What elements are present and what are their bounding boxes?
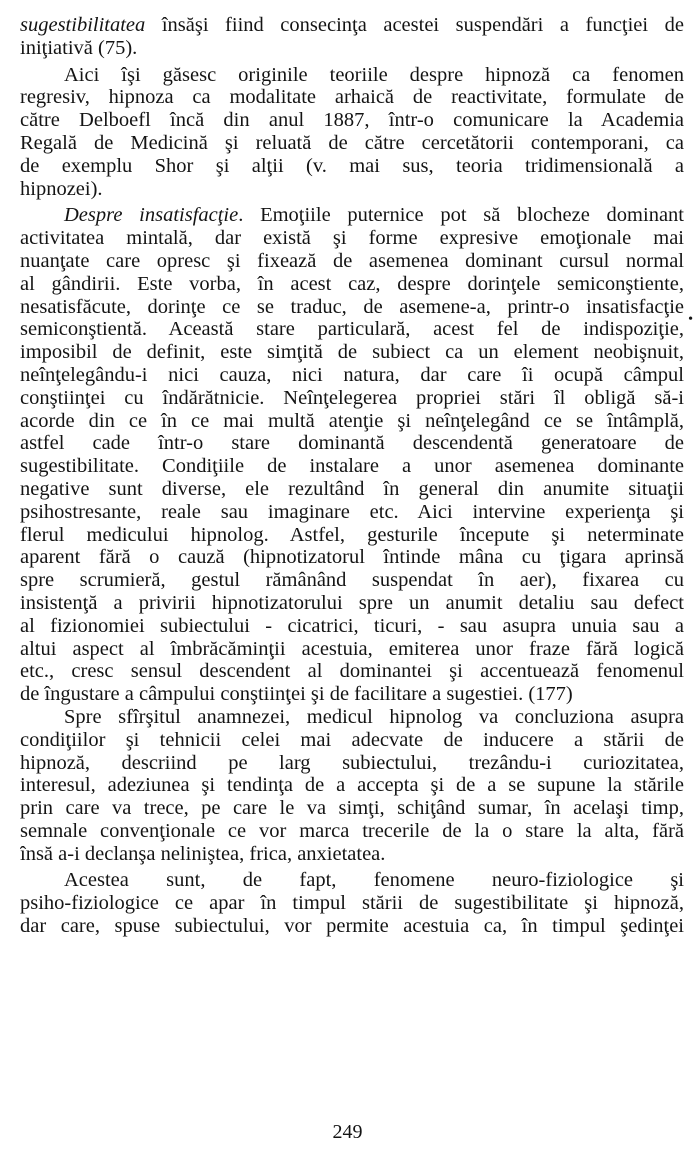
paragraph-phenomena bbox=[20, 869, 684, 937]
text-line: imposibil de definit, este simţită de subiect ca un element neobişnuit, bbox=[20, 341, 684, 364]
text-line: altui aspect al îmbrăcăminţii acestuia, emiterea unor fraze fără logică bbox=[20, 637, 684, 660]
paragraph-continuation bbox=[20, 14, 684, 60]
text-line: Regală de Medicină şi reluată de către cercetătorii contemporani, ca bbox=[20, 131, 684, 154]
text-line: hipnoză, descriind pe larg subiectului, trezându-i curiozitatea, bbox=[20, 751, 684, 774]
text-line: hipnozei). bbox=[20, 177, 103, 200]
text-line: Acestea sunt, de fapt, fenomene neuro-fiziologice şi bbox=[64, 869, 684, 892]
text-line: sugestibilitate. Condiţiile de instalare a unor asemenea dominante bbox=[20, 455, 684, 478]
text-line: nuanţate care opresc şi fixează de asemenea dominant cursul normal bbox=[20, 249, 684, 272]
text-line: prin care va trece, pe care le va simţi, schiţând sumar, în acelaşi timp, bbox=[20, 797, 684, 820]
text-line: regresiv, hipnoza ca modalitate arhaică de reactivitate, formulate de bbox=[20, 86, 684, 109]
text-line: conştiinţei cu îndărătnicie. Neînţelegerea propriei stări îl obligă să-i bbox=[20, 386, 684, 409]
text-line: al fizionomiei subiectului - cicatrici, ticuri, - sau asupra unuia sau a bbox=[20, 614, 684, 637]
text-line: al gândirii. Este vorba, în acest caz, despre dorinţele semiconştiente, bbox=[20, 272, 684, 295]
text-line: activitatea mintală, dar există şi forme expresive emoţionale mai bbox=[20, 227, 684, 250]
paragraph-anamnesis-end bbox=[20, 706, 684, 866]
text-line: către Delboefl încă din anul 1887, într-o comunicare la Academia bbox=[20, 109, 684, 132]
text-line: neînţelegându-i nici cauza, nici natura, dar care îi ocupă câmpul bbox=[20, 363, 684, 386]
text-line: condiţiilor şi tehnicii celei mai adecvate de inducere a stării de bbox=[20, 728, 684, 751]
italic-heading: Despre insatisfacţie bbox=[64, 204, 239, 227]
text-line: dar care, spuse subiectului, vor permite acestuia ca, în timpul şedinţei bbox=[20, 915, 684, 938]
text-line: Aici îşi găsesc originile teoriile despre hipnoză ca fenomen bbox=[64, 63, 684, 86]
text-line: interesul, adeziunea şi tendinţa de a accepta şi de a se supune la stările bbox=[20, 774, 684, 797]
text-line: psiho-fiziologice ce apar în timpul stării de sugestibilitate şi hipnoză, bbox=[20, 892, 684, 915]
text-line: Despre insatisfacţie. Emoţiile puternice pot să blocheze dominant bbox=[64, 204, 684, 227]
text-line: flerul medicului hipnolog. Astfel, gesturile începute şi neterminate bbox=[20, 523, 684, 546]
text-line: semiconştientă. Această stare particulară, acest fel de indispoziţie, bbox=[20, 318, 684, 341]
text-line: astfel cade într-o stare dominantă descendentă generatoare de bbox=[20, 432, 684, 455]
paragraph-insatisfaction bbox=[20, 204, 684, 706]
text-line: semnale convenţionale ce vor marca trecerile de la o stare la alta, fără bbox=[20, 819, 684, 842]
text-line: spre scrumieră, gestul rămânând suspendat în aer), fixarea cu bbox=[20, 569, 684, 592]
text-line: sugestibilitatea însăşi fiind consecinţa acestei suspendări a funcţiei de bbox=[20, 14, 684, 36]
text-line: insistenţă a privirii hipnotizatorului spre un anumit detaliu sau defect bbox=[20, 591, 684, 614]
text-line: psihostresante, reale sau imaginare etc. Aici intervine experienţa şi bbox=[20, 500, 684, 523]
text-line: de îngustare a câmpului conştiinţei şi de facilitare a sugestiei. (177) bbox=[20, 683, 573, 706]
text-line: negative sunt diverse, ele rezultând în general din anumite situaţii bbox=[20, 477, 684, 500]
text-line: nesatisfăcute, dorinţe ce se traduc, de asemene-a, printr-o insatisfacţie bbox=[20, 295, 684, 318]
text-line: etc., cresc sensul descendent al dominantei şi accentuează fenomenul bbox=[20, 660, 684, 683]
italic-term: sugestibilitatea bbox=[20, 14, 146, 36]
text-line: Spre sfîrşitul anamnezei, medicul hipnolog va concluziona asupra bbox=[64, 705, 684, 728]
text-line: însă a-i declanşa neliniştea, frica, anxietatea. bbox=[20, 842, 386, 865]
text-line: acorde din ce în ce mai multă atenţie şi neînţelegând ce se întâmplă, bbox=[20, 409, 684, 432]
margin-mark: • bbox=[688, 312, 693, 327]
page-number: 249 bbox=[332, 1121, 363, 1143]
text-line: iniţiativă (75). bbox=[20, 36, 138, 59]
text-line: de exemplu Shor şi alţii (v. mai sus, teoria tridimensională a bbox=[20, 154, 684, 177]
page-text bbox=[20, 14, 684, 938]
paragraph-regression-theory bbox=[20, 64, 684, 201]
text-line: aparent fără o cauză (hipnotizatorul întinde mâna cu ţigara aprinsă bbox=[20, 546, 684, 569]
